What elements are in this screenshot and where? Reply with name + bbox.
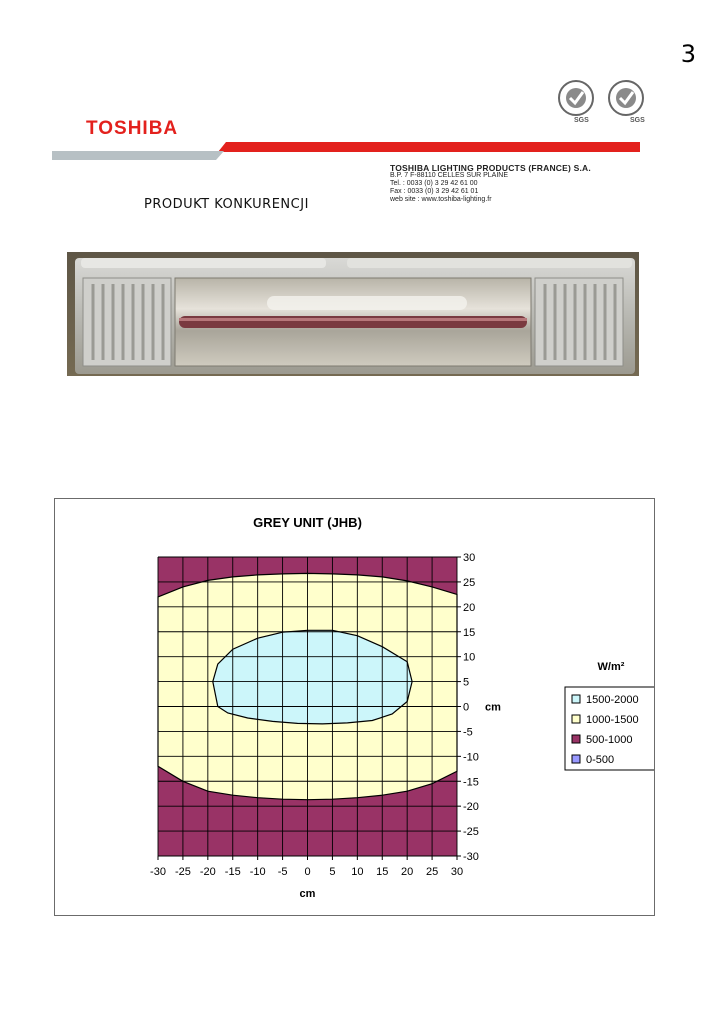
company-info <box>390 164 591 204</box>
y-tick-label: -5 <box>463 726 473 739</box>
company-name: TOSHIBA LIGHTING PRODUCTS (FRANCE) S.A. <box>390 163 591 173</box>
toshiba-logo: TOSHIBA <box>86 118 179 139</box>
y-tick-label: 30 <box>463 552 476 564</box>
legend-label: 1500-2000 <box>586 694 639 706</box>
document-title: PRODUKT KONKURENCJI <box>144 197 309 212</box>
chart-container <box>54 498 655 916</box>
y-tick-label: 15 <box>463 626 476 639</box>
irradiance-chart <box>55 499 654 915</box>
company-address: B.P. 7 F-88110 CELLES SUR PLAINE <box>390 172 509 179</box>
sgs-certificate-icon <box>559 81 593 124</box>
legend-swatch <box>572 715 580 723</box>
x-tick-label: -5 <box>277 866 288 878</box>
company-web: web site : www.toshiba-lighting.fr <box>390 196 492 203</box>
company-fax: Fax : 0033 (0) 3 29 42 61 01 <box>390 188 479 195</box>
x-tick-label: -20 <box>199 866 216 878</box>
grey-band <box>52 151 224 160</box>
sgs-mark-text: SGS <box>574 117 589 124</box>
y-tick-label: -30 <box>463 851 479 863</box>
y-tick-label: -25 <box>463 826 479 839</box>
legend-label: 1000-1500 <box>586 714 639 726</box>
y-tick-label: 0 <box>463 701 470 714</box>
legend-label: 0-500 <box>586 754 615 766</box>
x-tick-label: -15 <box>224 866 241 878</box>
x-tick-label: 0 <box>304 866 311 878</box>
y-tick-label: -15 <box>463 776 479 789</box>
legend-swatch <box>572 695 580 703</box>
y-axis-title: cm <box>485 701 501 714</box>
company-tel: Tel. : 0033 (0) 3 29 42 61 00 <box>390 180 478 187</box>
x-tick-label: -25 <box>174 866 191 878</box>
y-tick-label: 5 <box>463 676 470 689</box>
legend-title: W/m² <box>597 661 625 673</box>
x-tick-label: 10 <box>351 866 364 878</box>
x-tick-label: -30 <box>150 866 166 878</box>
y-tick-label: 10 <box>463 651 476 664</box>
chart-title: GREY UNIT (JHB) <box>253 515 362 530</box>
legend-label: 500-1000 <box>586 734 633 746</box>
page-number: 3 <box>680 40 696 68</box>
heater-photo <box>67 252 639 376</box>
x-tick-label: 20 <box>401 866 414 878</box>
x-tick-label: 15 <box>376 866 389 878</box>
brand-bands <box>52 140 640 164</box>
x-tick-label: 5 <box>329 866 336 878</box>
x-axis-title: cm <box>299 888 316 900</box>
x-tick-label: -10 <box>249 866 266 878</box>
sgs-mark-text: SGS <box>630 117 645 124</box>
sgs-certificate-icon <box>609 81 645 124</box>
x-tick-label: 30 <box>450 866 464 878</box>
y-tick-label: 20 <box>463 601 476 614</box>
y-tick-label: -10 <box>463 751 479 764</box>
x-tick-label: 25 <box>425 866 439 878</box>
certification-badges <box>556 78 650 128</box>
red-band <box>218 142 640 152</box>
y-tick-label: 25 <box>463 576 476 589</box>
legend-swatch <box>572 735 580 743</box>
legend-swatch <box>572 755 580 763</box>
y-tick-label: -20 <box>463 801 479 814</box>
